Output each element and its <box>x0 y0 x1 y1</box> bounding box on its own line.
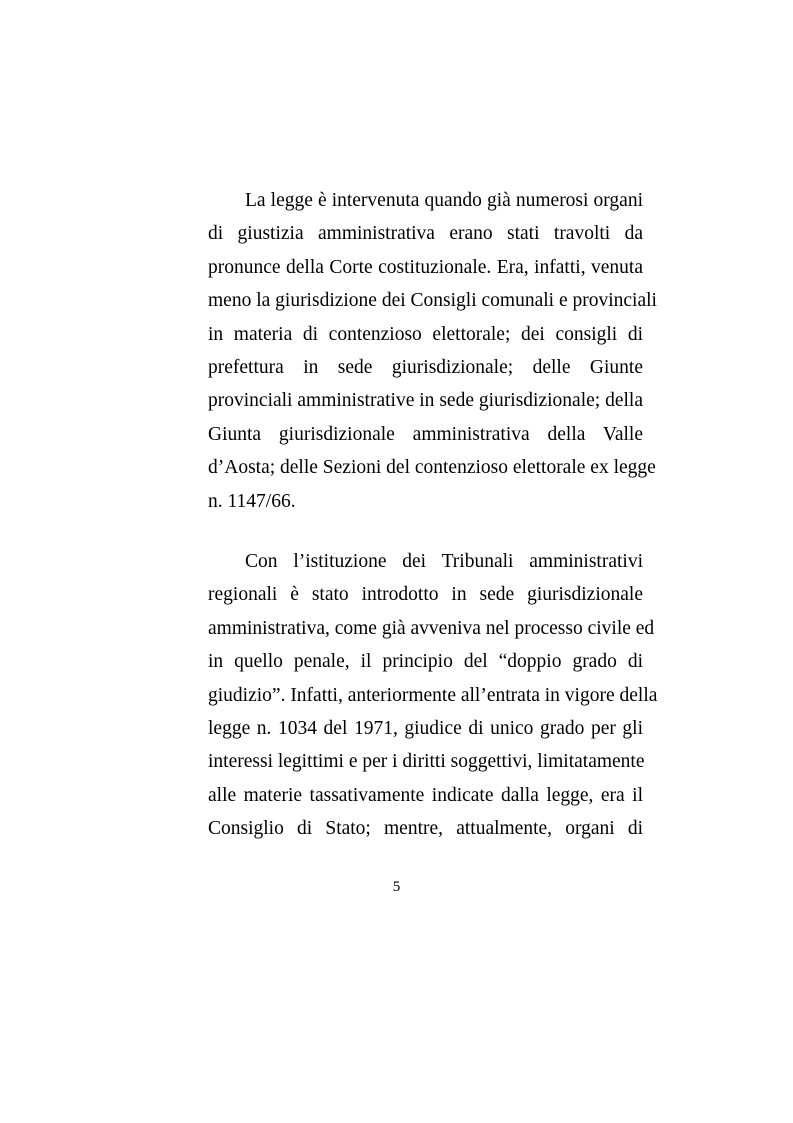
paragraph-2 <box>208 545 658 846</box>
paragraph-line: Consiglio di Stato; mentre, attualmente, organi di <box>208 818 643 840</box>
paragraph-line: provinciali amministrative in sede giurisdizionale; della <box>208 390 643 412</box>
paragraph-line: in materia di contenzioso elettorale; dei consigli di <box>208 323 643 345</box>
page-number: 5 <box>392 879 401 895</box>
paragraph-line: in quello penale, il principio del “doppio grado di <box>208 651 643 673</box>
paragraph-line: Con l’istituzione dei Tribunali amministrativi <box>245 551 643 572</box>
paragraph-line: meno la giurisdizione dei Consigli comunali e provinciali <box>208 290 657 312</box>
paragraph-line: La legge è intervenuta quando già numerosi organi <box>245 190 643 211</box>
paragraph-line: legge n. 1034 del 1971, giudice di unico grado per gli <box>208 717 643 739</box>
paragraph-line: amministrativa, come già avveniva nel processo civile ed <box>208 617 655 639</box>
paragraph-line: interessi legittimi e per i diritti soggettivi, limitatamente <box>208 751 645 773</box>
paragraph-line: pronunce della Corte costituzionale. Era, infatti, venuta <box>208 256 643 278</box>
paragraph-1 <box>208 184 657 518</box>
paragraph-line: giudizio”. Infatti, anteriormente all’entrata in vigore della <box>208 684 658 706</box>
paragraph-line: Giunta giurisdizionale amministrativa della Valle <box>208 423 643 445</box>
paragraph-line: prefettura in sede giurisdizionale; delle Giunte <box>208 356 643 378</box>
paragraph-line: alle materie tassativamente indicate dalla legge, era il <box>208 784 643 806</box>
paragraph-line: regionali è stato introdotto in sede giurisdizionale <box>208 584 643 606</box>
paragraph-line: di giustizia amministrativa erano stati travolti da <box>208 223 643 245</box>
paragraph-line: d’Aosta; delle Sezioni del contenzioso elettorale ex legge <box>208 457 656 479</box>
paragraph-line: n. 1147/66. <box>208 490 296 512</box>
